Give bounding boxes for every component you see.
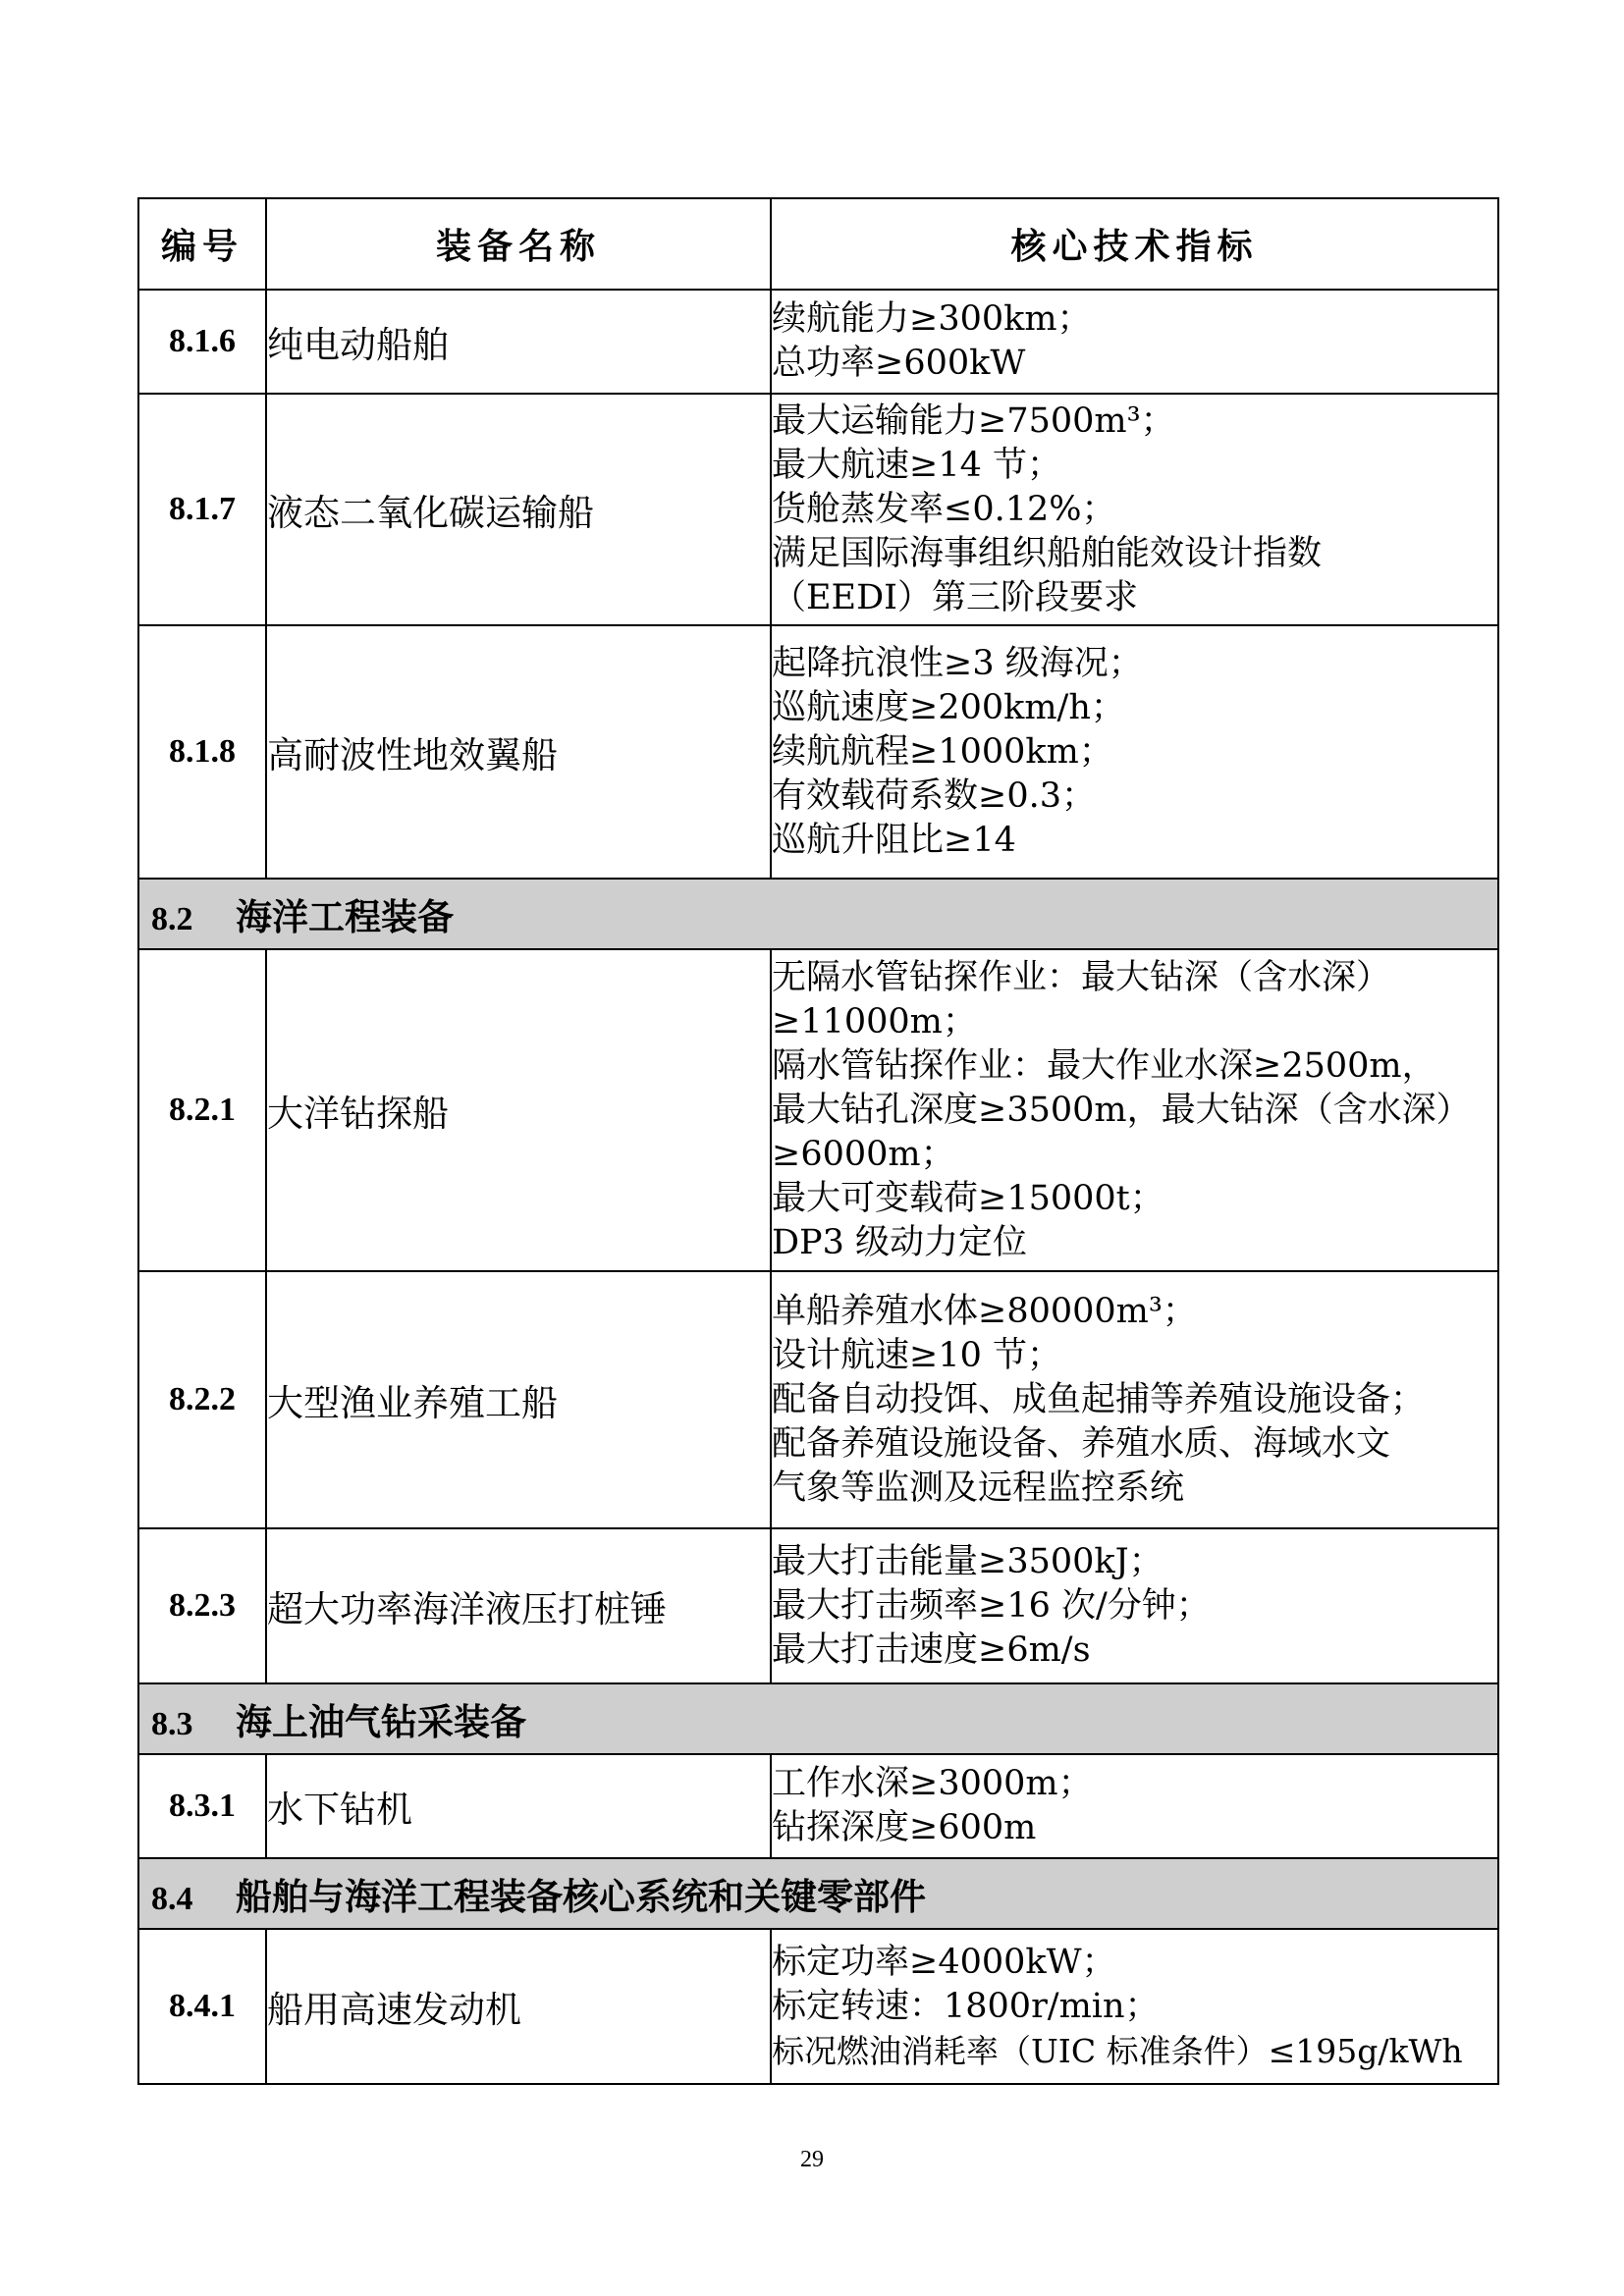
table-row [138,1271,1498,1528]
spec-line: 续航能力≥300km； [772,299,1092,339]
row-name: 大型渔业养殖工船 [266,1271,771,1528]
row-name: 高耐波性地效翼船 [266,625,771,879]
row-spec [771,625,1498,879]
spec-line: 标定转速：1800r/min； [772,1986,1160,2026]
row-name: 大洋钻探船 [266,949,771,1271]
spec-line: 货舱蒸发率≤0.12%； [772,489,1116,529]
section-header [138,1683,1498,1754]
table-header-row [138,198,1498,290]
spec-line: 最大打击速度≥6m/s [772,1629,1091,1670]
row-spec [771,1929,1498,2084]
spec-line: 钻探深度≥600m [772,1808,1037,1847]
table-row [138,1929,1498,2084]
row-code: 8.1.8 [138,625,266,879]
table-row [138,1754,1498,1858]
spec-line: 设计航速≥10 节； [772,1335,1061,1375]
section-code: 8.2 [151,901,193,937]
section-code: 8.4 [151,1881,193,1917]
spec-line: 标况燃油消耗率（UIC 标准条件）≤195g/kWh [772,2031,1463,2070]
header-spec: 核心技术指标 [771,198,1498,290]
spec-line: ≥6000m； [772,1134,955,1174]
section-title: 海上油气钻采装备 [236,1701,526,1743]
spec-line: 隔水管钻探作业：最大作业水深≥2500m， [772,1045,1436,1086]
section-row [138,1683,1498,1754]
section-row [138,879,1498,949]
row-spec [771,1528,1498,1683]
spec-line: 标定功率≥4000kW； [772,1942,1116,1982]
row-code: 8.4.1 [138,1929,266,2084]
spec-line: 最大钻孔深度≥3500m，最大钻深（含水深） [772,1090,1471,1130]
spec-line: DP3 级动力定位 [772,1222,1028,1262]
spec-line: 最大航速≥14 节； [772,445,1061,485]
header-code: 编号 [138,198,266,290]
table-row [138,1528,1498,1683]
spec-line: 无隔水管钻探作业：最大钻深（含水深） [772,957,1391,997]
row-name: 船用高速发动机 [266,1929,771,2084]
row-spec [771,394,1498,625]
section-title: 船舶与海洋工程装备核心系统和关键零部件 [236,1876,926,1918]
table-row [138,290,1498,394]
row-spec [771,949,1498,1271]
spec-line: 最大可变载荷≥15000t； [772,1178,1164,1218]
section-header [138,879,1498,949]
row-spec [771,1754,1498,1858]
equipment-table [137,197,1499,2085]
spec-line: 气象等监测及远程监控系统 [772,1468,1185,1508]
spec-line: 配备养殖设施设备、养殖水质、海域水文 [772,1423,1391,1464]
row-code: 8.2.3 [138,1528,266,1683]
row-code: 8.1.6 [138,290,266,394]
row-spec [771,290,1498,394]
spec-line: 最大打击能量≥3500kJ； [772,1541,1164,1581]
row-code: 8.2.1 [138,949,266,1271]
spec-line: （EEDI）第三阶段要求 [772,577,1138,617]
spec-line: 满足国际海事组织船舶能效设计指数 [772,533,1323,573]
section-code: 8.3 [151,1706,193,1742]
section-header [138,1858,1498,1929]
spec-line: ≥11000m； [772,1001,977,1041]
spec-line: 工作水深≥3000m； [772,1764,1093,1803]
spec-line: 单船养殖水体≥80000m³； [772,1291,1197,1331]
spec-line: 配备自动投饵、成鱼起捕等养殖设施设备； [772,1379,1426,1419]
row-name: 液态二氧化碳运输船 [266,394,771,625]
section-title: 海洋工程装备 [236,896,454,938]
page-number: 29 [800,2147,824,2172]
spec-line: 总功率≥600kW [772,344,1026,383]
row-code: 8.3.1 [138,1754,266,1858]
spec-line: 最大运输能力≥7500m³； [772,400,1175,441]
row-name: 纯电动船舶 [266,290,771,394]
spec-line: 巡航升阻比≥14 [772,820,1016,860]
spec-line: 巡航速度≥200km/h； [772,687,1125,727]
section-row [138,1858,1498,1929]
table-row [138,625,1498,879]
table-row [138,394,1498,625]
header-name: 装备名称 [266,198,771,290]
row-spec [771,1271,1498,1528]
spec-line: 续航航程≥1000km； [772,731,1113,772]
spec-line: 最大打击频率≥16 次/分钟； [772,1585,1211,1626]
row-code: 8.1.7 [138,394,266,625]
spec-line: 起降抗浪性≥3 级海况； [772,643,1143,683]
table-row [138,949,1498,1271]
spec-line: 有效载荷系数≥0.3； [772,775,1096,816]
row-code: 8.2.2 [138,1271,266,1528]
row-name: 水下钻机 [266,1754,771,1858]
row-name: 超大功率海洋液压打桩锤 [266,1528,771,1683]
